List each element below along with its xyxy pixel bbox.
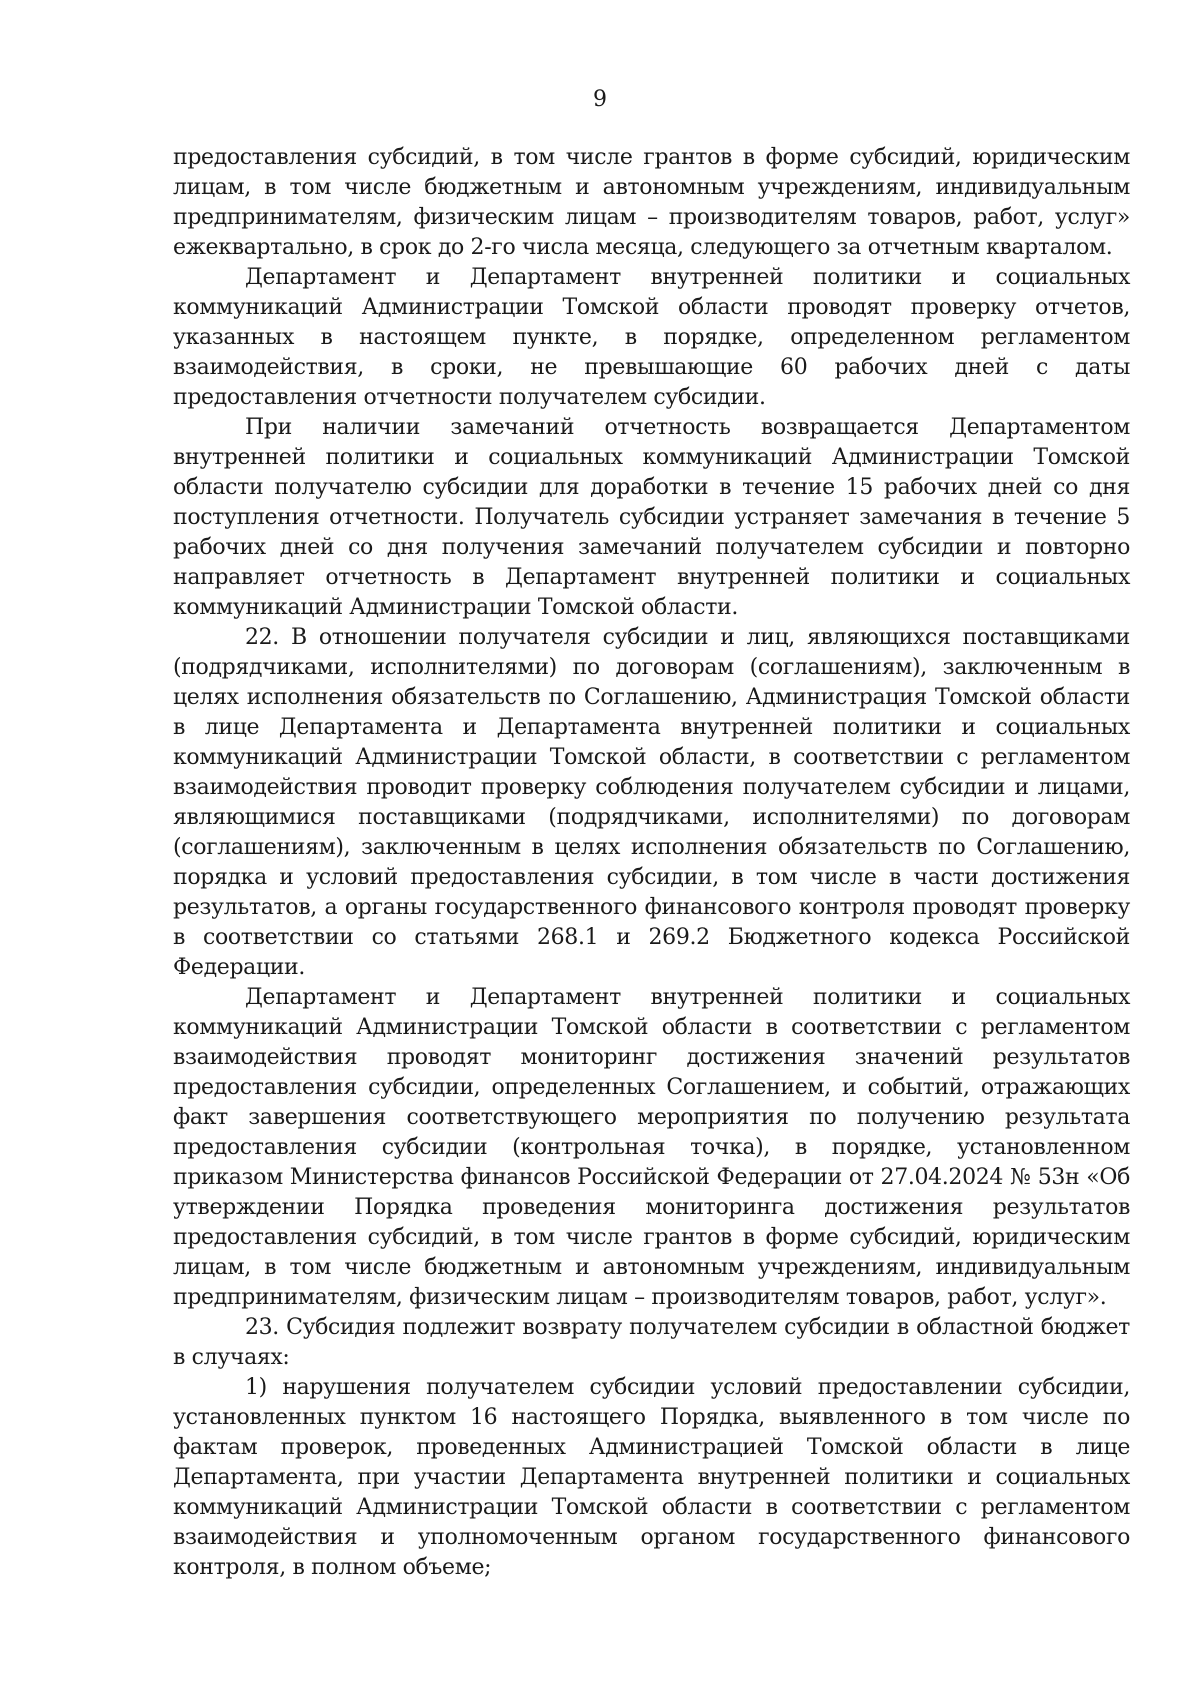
paragraph-remarks: При наличии замечаний отчетность возвращается Департаментом внутренней политики и социальных коммуникаций Администрации Томской области получателю субсидии для доработки в течение 15 рабочих дней со дня поступления отчетности. Получатель субсидии устраняет замечания в течение 5 рабочих дней со дня получения замечаний получателем субсидии и повторно направляет отчетность в Департамент внутренней политики и социальных коммуникаций Администрации Томской области. <box>173 415 1130 620</box>
paragraph-monitoring: Департамент и Департамент внутренней политики и социальных коммуникаций Администрации Томской области в соответствии с регламентом взаимодействия проводят мониторинг достижения значений результатов предоставления субсидии, определенных Соглашением, и событий, отражающих факт завершения соответствующего мероприятия по получению результата предоставления субсидии (контрольная точка), в порядке, установленном приказом Министерства финансов Российской Федерации от 27.04.2024 № 53н «Об утверждении Порядка проведения мониторинга достижения результатов предоставления субсидий, в том числе грантов в форме субсидий, юридическим лицам, в том числе бюджетным и автономным учреждениям, индивидуальным предпринимателям, физическим лицам – производителям товаров, работ, услуг». <box>173 985 1130 1310</box>
paragraph-continuation: предоставления субсидий, в том числе грантов в форме субсидий, юридическим лицам, в том числе бюджетным и автономным учреждениям, индивидуальным предпринимателям, физическим лицам – производителям товаров, работ, услуг» ежеквартально, в срок до 2-го числа месяца, следующего за отчетным кварталом. <box>173 145 1130 260</box>
paragraph-report-check: Департамент и Департамент внутренней политики и социальных коммуникаций Администрации Томской области проводят проверку отчетов, указанных в настоящем пункте, в порядке, определенном регламентом взаимодействия, в сроки, не превышающие 60 рабочих дней с даты предоставления отчетности получателем субсидии. <box>173 265 1130 410</box>
paragraph-clause-23: 23. Субсидия подлежит возврату получателем субсидии в областной бюджет в случаях: <box>173 1315 1130 1370</box>
document-body <box>173 143 1130 1583</box>
paragraph-clause-22: 22. В отношении получателя субсидии и лиц, являющихся поставщиками (подрядчиками, исполнителями) по договорам (соглашениям), заключенным в целях исполнения обязательств по Соглашению, Администрация Томской области в лице Департамента и Департамента внутренней политики и социальных коммуникаций Администрации Томской области, в соответствии с регламентом взаимодействия проводит проверку соблюдения получателем субсидии и лицами, являющимися поставщиками (подрядчиками, исполнителями) по договорам (соглашениям), заключенным в целях исполнения обязательств по Соглашению, порядка и условий предоставления субсидии, в том числе в части достижения результатов, а органы государственного финансового контроля проводят проверку в соответствии со статьями 268.1 и 269.2 Бюджетного кодекса Российской Федерации. <box>173 625 1130 980</box>
paragraph-clause-23-item-1: 1) нарушения получателем субсидии условий предоставлении субсидии, установленных пунктом 16 настоящего Порядка, выявленного в том числе по фактам проверок, проведенных Администрацией Томской области в лице Департамента, при участии Департамента внутренней политики и социальных коммуникаций Администрации Томской области в соответствии с регламентом взаимодействия и уполномоченным органом государственного финансового контроля, в полном объеме; <box>173 1375 1130 1580</box>
page-number: 9 <box>593 87 607 112</box>
